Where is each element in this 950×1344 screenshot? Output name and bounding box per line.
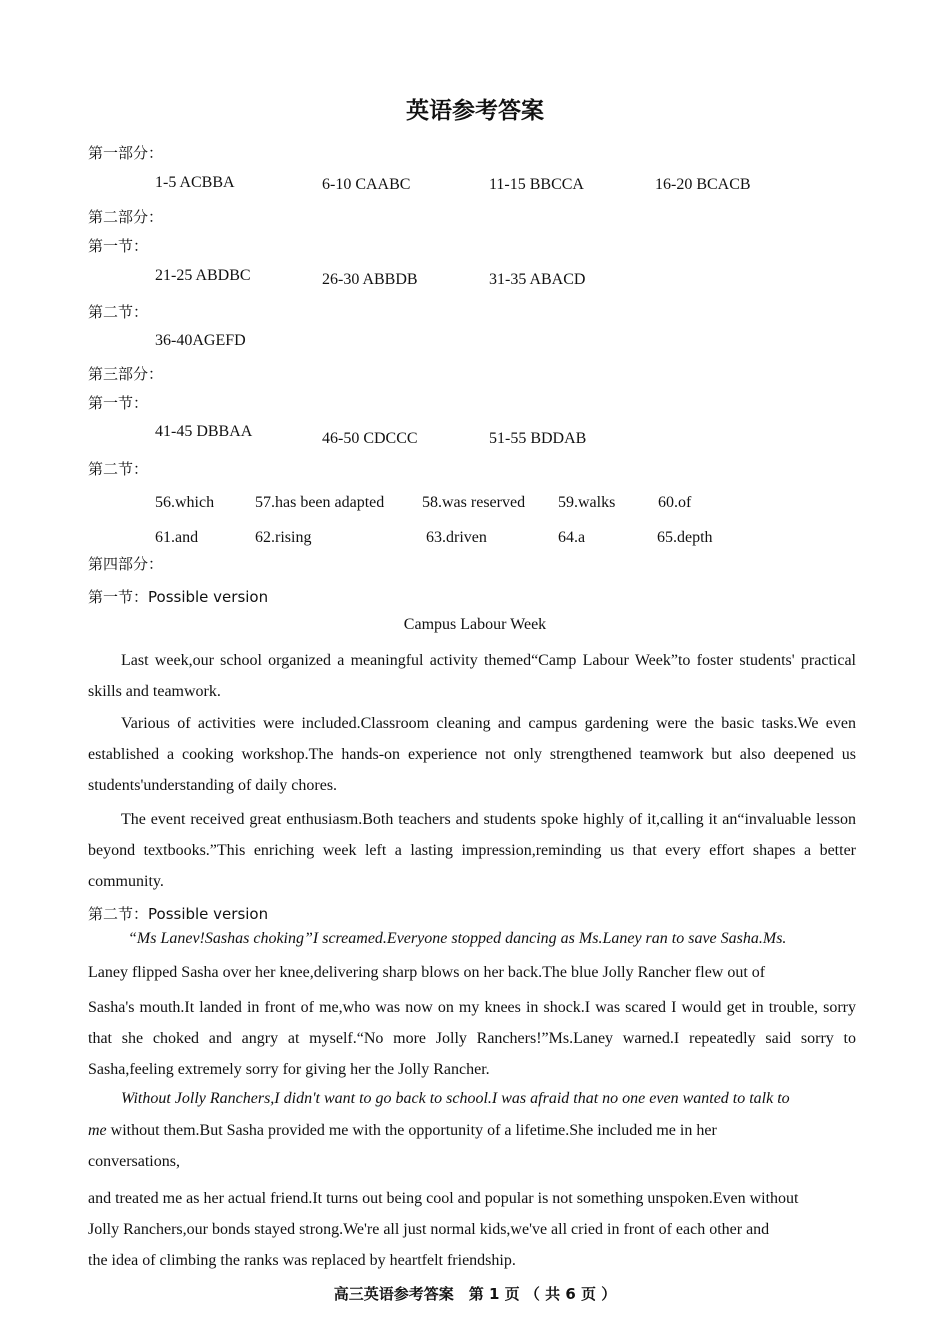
answer-46-50: 46-50 CDCCC [322,430,418,447]
part1-label: 第一部分： [88,144,164,162]
answer-61: 61.and [155,529,199,546]
answer-62: 62.rising [255,529,312,546]
essay-paragraph-3: The event received great enthusiasm.Both teachers and students spoke highly of it,calling it an“invaluable lesson beyond textbooks.”This enriching week left a lasting impression,reminding us that every effort shapes a better community. [88,811,856,890]
part3-section1-label: 第一节： [88,394,149,412]
answer-26-30: 26-30 ABBDB [322,271,418,288]
answer-41-45: 41-45 DBBAA [155,423,253,440]
story-p1-rest: Sasha's mouth.It landed in front of me,who was now on my knees in shock.I was scared I would get in trouble, sorry that she choked and angry at myself.“No more Jolly Ranchers!”Ms.Laney warned.I repeatedly said sorry to Sasha,feeling extremely sorry for giving her the Jolly Rancher. [88,999,856,1078]
answer-11-15: 11-15 BBCCA [489,176,584,193]
answer-51-55: 51-55 BDDAB [489,430,587,447]
part4-label: 第四部分： [88,555,164,573]
part2-section1-label: 第一节： [88,237,149,255]
story-p3-line1: and treated me as her actual friend.It turns out being cool and popular is not something unspoken.Even without [88,1190,799,1207]
answer-31-35: 31-35 ABACD [489,271,586,288]
part4-section1-label: 第一节：Possible version [88,588,269,606]
story-p3-line2: Jolly Ranchers,our bonds stayed strong.We're all just normal kids,we've all cried in front of each other and [88,1221,770,1238]
story-p1-line2: Laney flipped Sasha over her knee,delivering sharp blows on her back.The blue Jolly Rancher flew out of [88,964,766,981]
story-p2-italic-me: me [88,1122,107,1139]
answer-56: 56.which [155,494,215,511]
answer-60: 60.of [658,494,692,511]
story-p2-line2-text: without them.But Sasha provided me with the opportunity of a lifetime.She included me in her [106,1122,717,1139]
page-footer: 高三英语参考答案 第 1 页 （ 共 6 页 ） [333,1285,617,1303]
story-p2-line3: conversations, [88,1153,180,1170]
essay-paragraph-1: Last week,our school organized a meaningful activity themed“Camp Labour Week”to foster students' practical skills and teamwork. [88,652,856,700]
answer-65: 65.depth [657,529,713,546]
part2-label: 第二部分： [88,208,164,226]
answer-21-25: 21-25 ABDBC [155,267,251,284]
answer-6-10: 6-10 CAABC [322,176,411,193]
answer-63: 63.driven [426,529,487,546]
part3-section2-label: 第二节： [88,460,149,478]
answer-1-5: 1-5 ACBBA [155,174,235,191]
essay-title: Campus Labour Week [403,616,547,633]
part4-section2-label: 第二节：Possible version [88,905,269,923]
answer-64: 64.a [558,529,586,546]
story-p1-line1: “Ms Lanev!Sashas choking”I screamed.Everyone stopped dancing as Ms.Laney ran to save Sasha.Ms. [128,930,787,947]
story-p3-line3: the idea of climbing the ranks was replaced by heartfelt friendship. [88,1252,516,1269]
essay-paragraph-2: Various of activities were included.Classroom cleaning and campus gardening were the basic tasks.We even established a cooking workshop.The hands-on experience not only strengthened teamwork but also deepened us students'understanding of daily chores. [88,715,856,794]
answer-16-20: 16-20 BCACB [655,176,751,193]
answer-58: 58.was reserved [422,494,526,511]
part3-label: 第三部分： [88,365,164,383]
answer-36-40: 36-40AGEFD [155,332,246,349]
answer-59: 59.walks [558,494,616,511]
story-p2-line2 [88,1122,717,1140]
answer-57: 57.has been adapted [255,494,385,511]
page-title: 英语参考答案 [406,98,544,124]
story-p2-line1: Without Jolly Ranchers,I didn't want to go back to school.I was afraid that no one even wanted to talk to [121,1090,790,1107]
part2-section2-label: 第二节： [88,303,149,321]
